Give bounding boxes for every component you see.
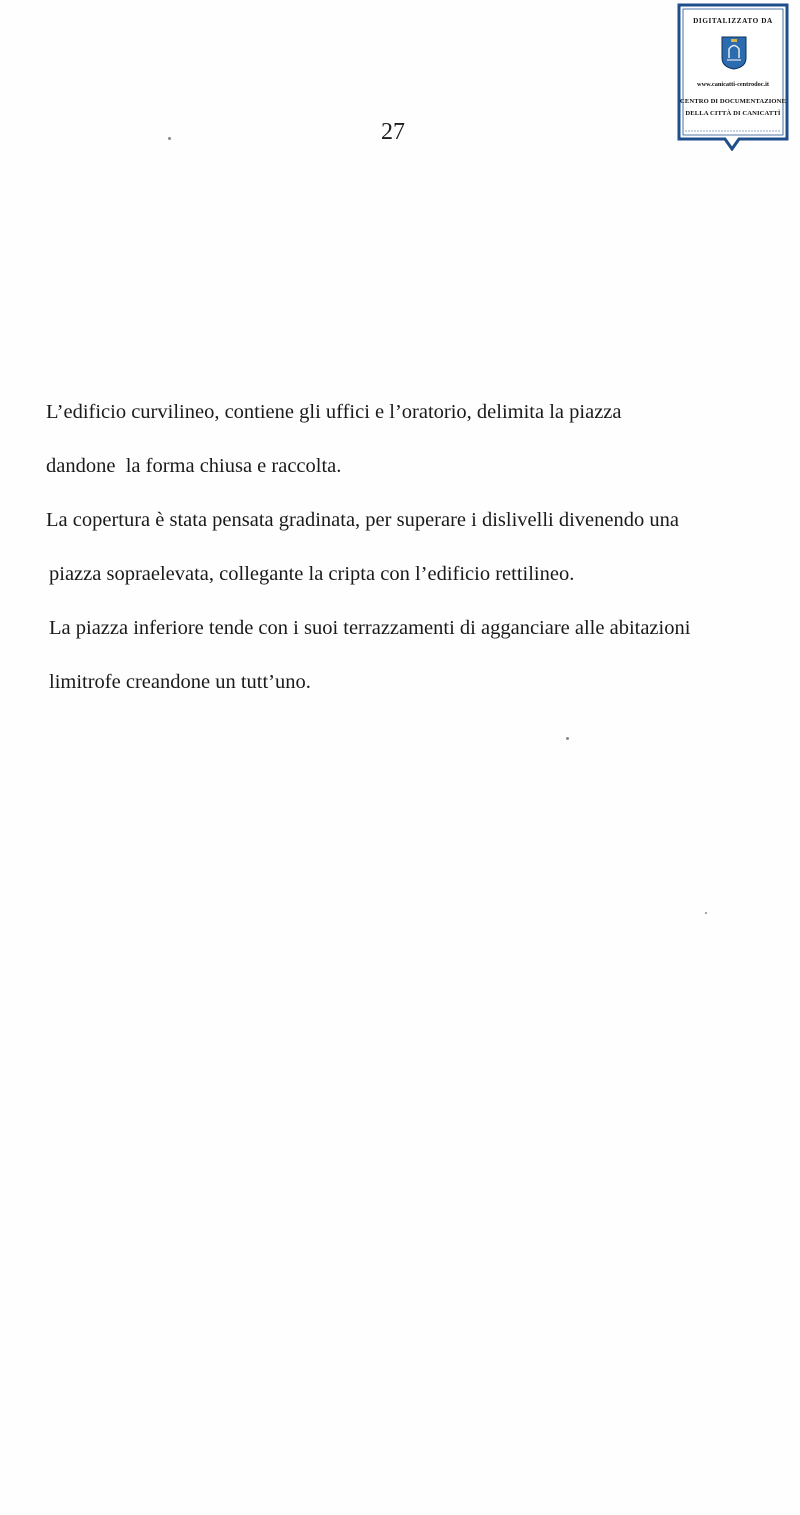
stamp-organization-line: DELLA CITTÀ DI CANICATTÌ: [685, 110, 781, 117]
coat-of-arms-icon: [721, 36, 747, 70]
body-text: [46, 385, 776, 709]
stamp-url: www.canicatti-centrodoc.it: [697, 81, 769, 88]
body-line: La piazza inferiore tende con i suoi terrazzamenti di agganciare alle abitazioni: [49, 617, 691, 639]
stamp-frame: [677, 3, 789, 151]
body-line: La copertura è stata pensata gradinata, per superare i dislivelli divenendo una: [46, 509, 679, 531]
scan-speck: [168, 137, 171, 140]
body-line: dandone la forma chiusa e raccolta.: [46, 455, 342, 477]
body-line: limitrofe creandone un tutt’uno.: [49, 671, 311, 693]
page-number: 27: [381, 119, 405, 145]
body-line: piazza sopraelevata, collegante la cripta con l’edificio rettilineo.: [49, 563, 575, 585]
scan-speck: [566, 737, 569, 740]
scan-speck: [705, 912, 707, 914]
stamp-title: DIGITALIZZATO DA: [693, 17, 773, 25]
digitization-stamp: [677, 3, 789, 151]
stamp-organization-line: CENTRO DI DOCUMENTAZIONE: [680, 98, 786, 105]
body-line: L’edificio curvilineo, contiene gli uffici e l’oratorio, delimita la piazza: [46, 401, 622, 423]
